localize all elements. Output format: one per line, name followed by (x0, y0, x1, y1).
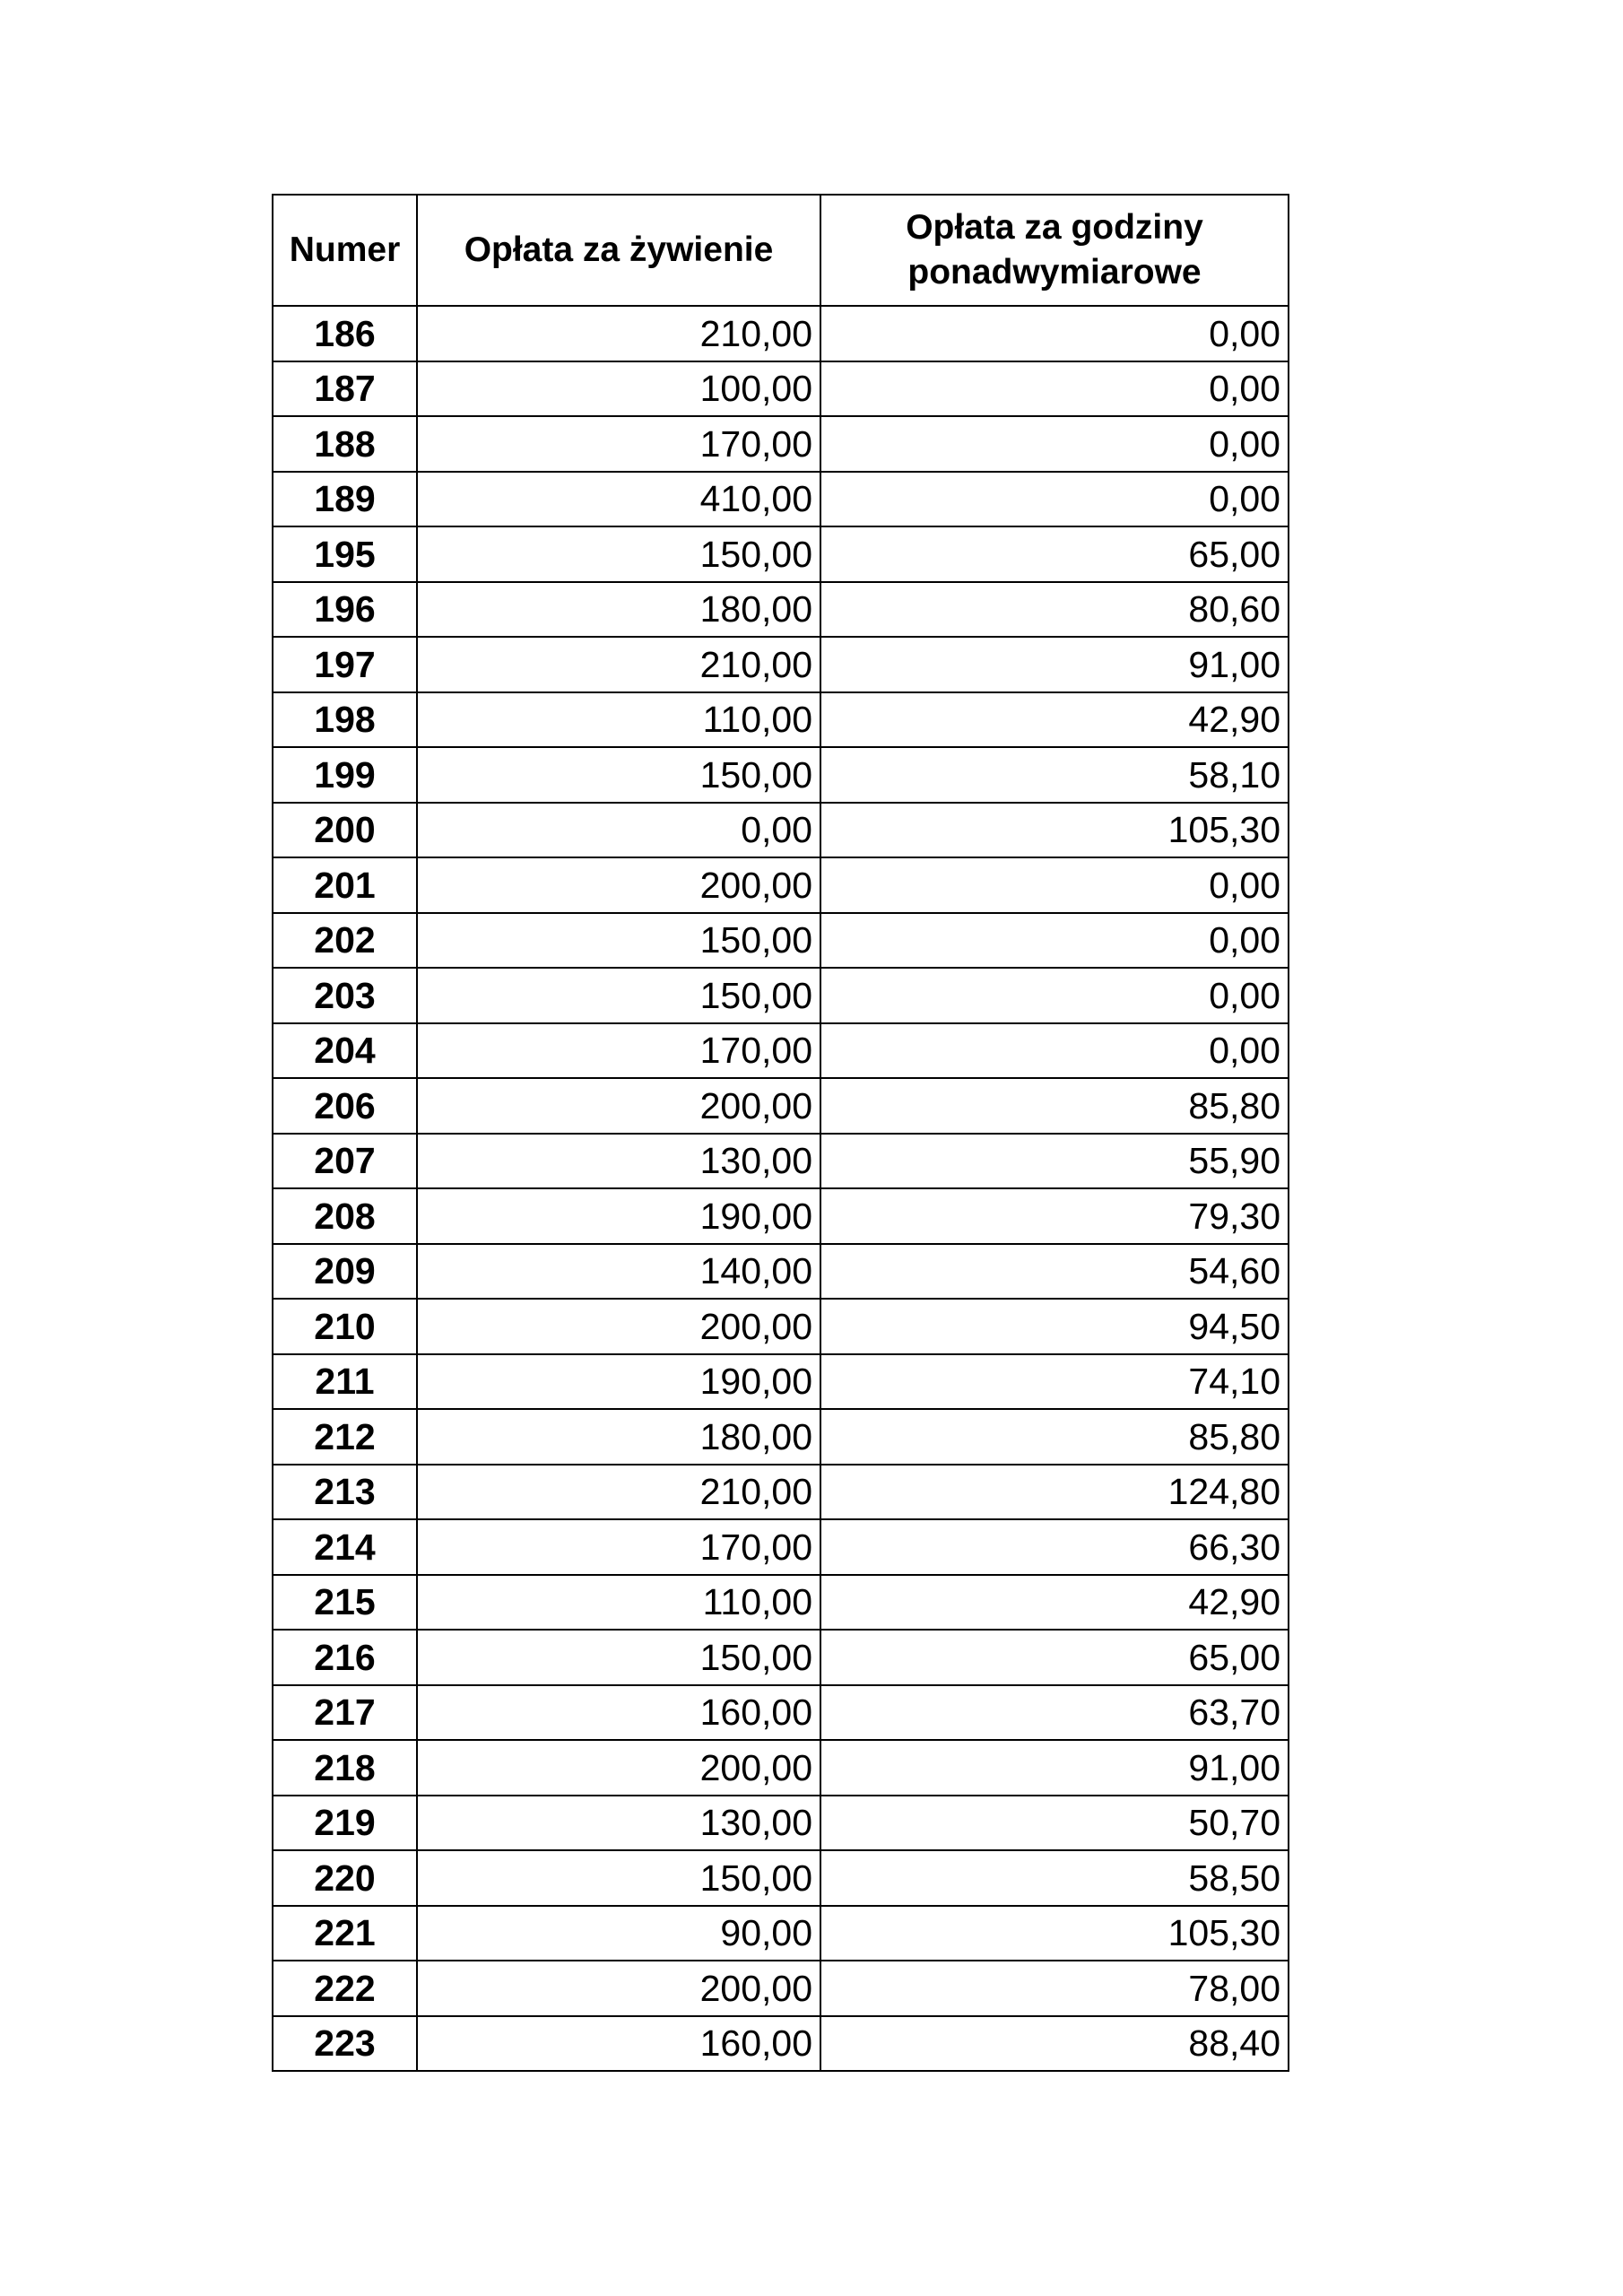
table-row (273, 582, 1289, 638)
cell-overtime-fee: 105,30 (820, 1906, 1289, 1961)
cell-food-fee: 200,00 (417, 1961, 820, 2016)
cell-number: 218 (273, 1740, 417, 1796)
cell-overtime-fee: 80,60 (820, 582, 1289, 638)
cell-overtime-fee: 54,60 (820, 1244, 1289, 1300)
cell-number: 203 (273, 968, 417, 1023)
cell-number: 216 (273, 1630, 417, 1685)
cell-number: 186 (273, 306, 417, 361)
header-overtime-fee: Opłata za godziny ponadwymiarowe (820, 195, 1289, 306)
cell-food-fee: 410,00 (417, 472, 820, 527)
cell-food-fee: 150,00 (417, 1850, 820, 1906)
fees-table (272, 194, 1289, 2072)
table-row (273, 1409, 1289, 1465)
cell-overtime-fee: 65,00 (820, 1630, 1289, 1685)
cell-overtime-fee: 42,90 (820, 1575, 1289, 1631)
table-row (273, 637, 1289, 692)
cell-number: 213 (273, 1465, 417, 1520)
cell-number: 206 (273, 1078, 417, 1134)
cell-food-fee: 150,00 (417, 968, 820, 1023)
cell-food-fee: 110,00 (417, 692, 820, 748)
table-row (273, 1299, 1289, 1354)
cell-number: 209 (273, 1244, 417, 1300)
table-row (273, 416, 1289, 472)
cell-number: 211 (273, 1354, 417, 1410)
cell-food-fee: 200,00 (417, 857, 820, 913)
cell-number: 197 (273, 637, 417, 692)
cell-number: 201 (273, 857, 417, 913)
cell-food-fee: 150,00 (417, 913, 820, 969)
cell-overtime-fee: 78,00 (820, 1961, 1289, 2016)
table-row (273, 361, 1289, 417)
table-row (273, 968, 1289, 1023)
cell-overtime-fee: 79,30 (820, 1188, 1289, 1244)
cell-overtime-fee: 42,90 (820, 692, 1289, 748)
cell-number: 210 (273, 1299, 417, 1354)
fees-sheet (272, 194, 1288, 2072)
table-row (273, 913, 1289, 969)
cell-number: 196 (273, 582, 417, 638)
cell-number: 214 (273, 1519, 417, 1575)
table-row (273, 692, 1289, 748)
cell-food-fee: 90,00 (417, 1906, 820, 1961)
cell-number: 223 (273, 2016, 417, 2072)
cell-number: 204 (273, 1023, 417, 1079)
cell-food-fee: 200,00 (417, 1299, 820, 1354)
table-row (273, 1850, 1289, 1906)
table-row (273, 1961, 1289, 2016)
table-row (273, 1685, 1289, 1741)
table-row (273, 526, 1289, 582)
cell-food-fee: 170,00 (417, 1023, 820, 1079)
table-row (273, 472, 1289, 527)
cell-food-fee: 130,00 (417, 1134, 820, 1189)
table-row (273, 1188, 1289, 1244)
table-row (273, 1630, 1289, 1685)
table-row (273, 1023, 1289, 1079)
table-row (273, 1134, 1289, 1189)
cell-overtime-fee: 0,00 (820, 857, 1289, 913)
table-row (273, 857, 1289, 913)
cell-food-fee: 210,00 (417, 306, 820, 361)
cell-overtime-fee: 65,00 (820, 526, 1289, 582)
cell-overtime-fee: 55,90 (820, 1134, 1289, 1189)
cell-overtime-fee: 0,00 (820, 913, 1289, 969)
cell-food-fee: 200,00 (417, 1740, 820, 1796)
cell-number: 198 (273, 692, 417, 748)
table-header-row (273, 195, 1289, 306)
cell-overtime-fee: 105,30 (820, 803, 1289, 858)
cell-food-fee: 170,00 (417, 416, 820, 472)
cell-food-fee: 130,00 (417, 1796, 820, 1851)
table-row (273, 1740, 1289, 1796)
table-row (273, 1354, 1289, 1410)
table-row (273, 1519, 1289, 1575)
cell-number: 217 (273, 1685, 417, 1741)
cell-number: 222 (273, 1961, 417, 2016)
cell-overtime-fee: 91,00 (820, 637, 1289, 692)
cell-overtime-fee: 91,00 (820, 1740, 1289, 1796)
cell-overtime-fee: 88,40 (820, 2016, 1289, 2072)
cell-number: 187 (273, 361, 417, 417)
table-row (273, 1244, 1289, 1300)
cell-food-fee: 180,00 (417, 1409, 820, 1465)
cell-number: 219 (273, 1796, 417, 1851)
table-row (273, 1465, 1289, 1520)
table-row (273, 1796, 1289, 1851)
cell-number: 202 (273, 913, 417, 969)
cell-number: 212 (273, 1409, 417, 1465)
cell-overtime-fee: 0,00 (820, 306, 1289, 361)
cell-overtime-fee: 94,50 (820, 1299, 1289, 1354)
cell-overtime-fee: 85,80 (820, 1078, 1289, 1134)
cell-number: 215 (273, 1575, 417, 1631)
table-body (273, 306, 1289, 2071)
cell-food-fee: 100,00 (417, 361, 820, 417)
cell-overtime-fee: 63,70 (820, 1685, 1289, 1741)
cell-overtime-fee: 74,10 (820, 1354, 1289, 1410)
cell-food-fee: 190,00 (417, 1354, 820, 1410)
cell-overtime-fee: 85,80 (820, 1409, 1289, 1465)
cell-overtime-fee: 124,80 (820, 1465, 1289, 1520)
cell-food-fee: 160,00 (417, 1685, 820, 1741)
cell-number: 188 (273, 416, 417, 472)
cell-food-fee: 210,00 (417, 1465, 820, 1520)
cell-overtime-fee: 0,00 (820, 968, 1289, 1023)
cell-overtime-fee: 0,00 (820, 472, 1289, 527)
cell-food-fee: 170,00 (417, 1519, 820, 1575)
cell-number: 199 (273, 747, 417, 803)
cell-food-fee: 140,00 (417, 1244, 820, 1300)
cell-food-fee: 160,00 (417, 2016, 820, 2072)
table-row (273, 1575, 1289, 1631)
table-row (273, 1078, 1289, 1134)
cell-food-fee: 210,00 (417, 637, 820, 692)
header-food-fee: Opłata za żywienie (417, 195, 820, 306)
cell-food-fee: 150,00 (417, 526, 820, 582)
cell-overtime-fee: 0,00 (820, 361, 1289, 417)
cell-number: 221 (273, 1906, 417, 1961)
cell-food-fee: 110,00 (417, 1575, 820, 1631)
cell-number: 220 (273, 1850, 417, 1906)
cell-overtime-fee: 0,00 (820, 416, 1289, 472)
cell-overtime-fee: 50,70 (820, 1796, 1289, 1851)
table-row (273, 1906, 1289, 1961)
cell-number: 208 (273, 1188, 417, 1244)
cell-food-fee: 180,00 (417, 582, 820, 638)
cell-food-fee: 150,00 (417, 1630, 820, 1685)
cell-overtime-fee: 66,30 (820, 1519, 1289, 1575)
table-row (273, 306, 1289, 361)
cell-number: 195 (273, 526, 417, 582)
cell-food-fee: 0,00 (417, 803, 820, 858)
cell-food-fee: 200,00 (417, 1078, 820, 1134)
table-row (273, 803, 1289, 858)
cell-overtime-fee: 0,00 (820, 1023, 1289, 1079)
table-row (273, 2016, 1289, 2072)
cell-food-fee: 150,00 (417, 747, 820, 803)
cell-number: 189 (273, 472, 417, 527)
cell-number: 207 (273, 1134, 417, 1189)
cell-overtime-fee: 58,50 (820, 1850, 1289, 1906)
cell-food-fee: 190,00 (417, 1188, 820, 1244)
cell-number: 200 (273, 803, 417, 858)
cell-overtime-fee: 58,10 (820, 747, 1289, 803)
header-number: Numer (273, 195, 417, 306)
table-row (273, 747, 1289, 803)
